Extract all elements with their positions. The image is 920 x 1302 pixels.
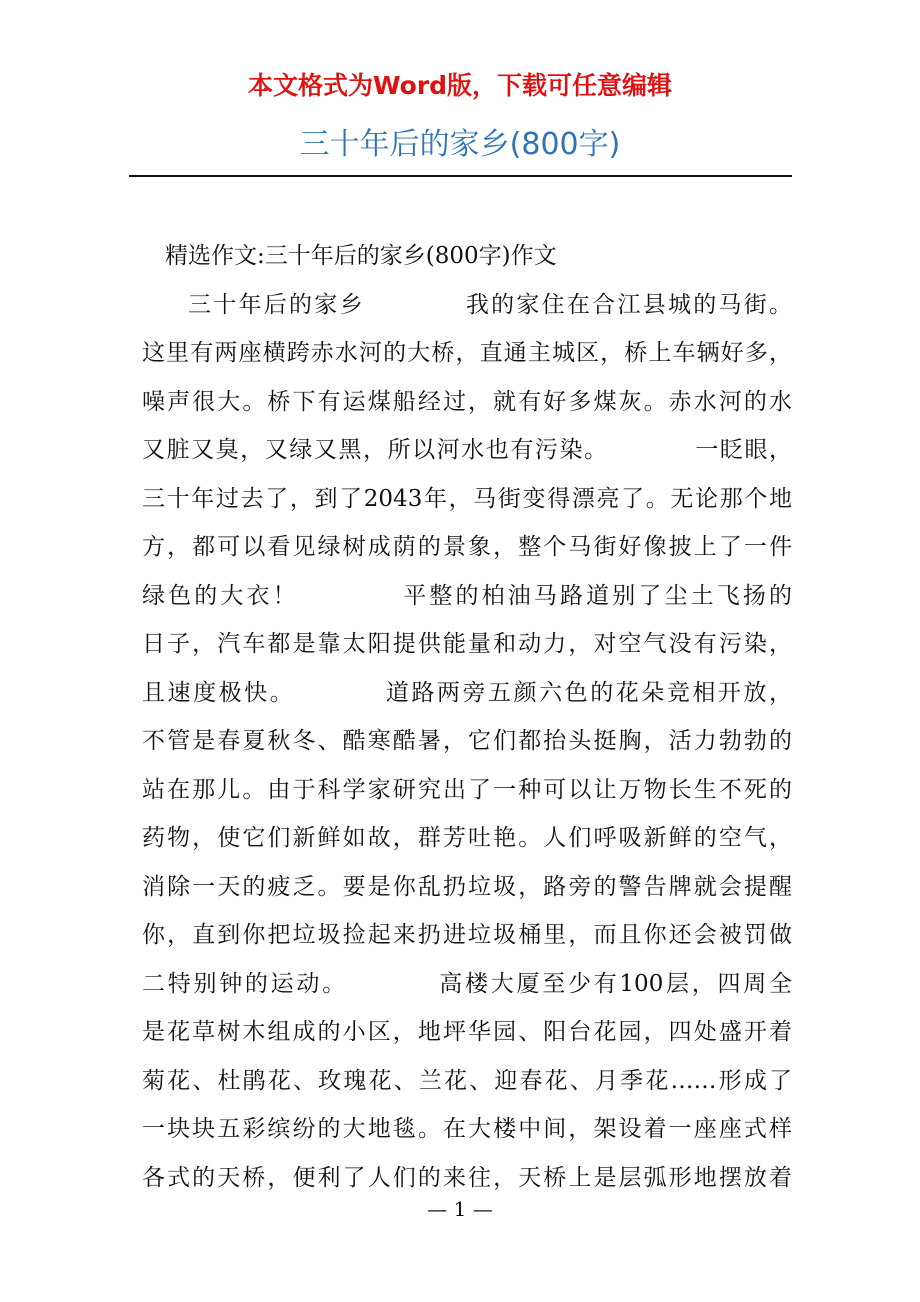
body-line: 不管是春夏秋冬、酷寒酷暑，它们都抬头挺胸，活力勃勃的 xyxy=(142,728,792,754)
title-divider xyxy=(129,175,792,177)
body-line: 二特别钟的运动。 高楼大厦至少有100层，四周全 xyxy=(142,970,792,997)
body-line: 站在那儿。由于科学家研究出了一种可以让万物长生不死的 xyxy=(142,776,792,803)
body-line: 你，直到你把垃圾捡起来扔进垃圾桶里，而且你还会被罚做 xyxy=(142,922,792,948)
body-line: 菊花、杜鹃花、玫瑰花、兰花、迎春花、月季花……形成了 xyxy=(142,1067,792,1094)
body-line: 三十年后的家乡 我的家住在合江县城的马街。 xyxy=(188,291,792,318)
body-line: 噪声很大。桥下有运煤船经过，就有好多煤灰。赤水河的水 xyxy=(142,388,792,415)
body-line: 这里有两座横跨赤水河的大桥，直通主城区，桥上车辆好多， xyxy=(142,340,792,366)
essay-body xyxy=(142,232,792,1202)
body-line: 日子，汽车都是靠太阳提供能量和动力，对空气没有污染， xyxy=(142,631,792,657)
essay-title: 三十年后的家乡(800字) xyxy=(299,127,621,162)
body-line: 各式的天桥，便利了人们的来往，天桥上是层弧形地摆放着 xyxy=(142,1164,792,1191)
body-line: 方，都可以看见绿树成荫的景象，整个马街好像披上了一件 xyxy=(142,534,792,560)
body-line: 是花草树木组成的小区，地坪华园、阳台花园，四处盛开着 xyxy=(142,1019,792,1045)
intro-line: 精选作文:三十年后的家乡(800字)作文 xyxy=(165,243,557,269)
format-notice-banner: 本文格式为Word版，下载可任意编辑 xyxy=(247,71,673,100)
body-line: 且速度极快。 道路两旁五颜六色的花朵竞相开放， xyxy=(142,679,792,706)
body-line: 又脏又臭，又绿又黑，所以河水也有污染。 一眨眼， xyxy=(142,437,792,463)
body-line: 一块块五彩缤纷的大地毯。在大楼中间，架设着一座座式样 xyxy=(142,1116,792,1142)
page-number: — 1 — xyxy=(427,1197,493,1221)
body-line: 消除一天的疲乏。要是你乱扔垃圾，路旁的警告牌就会提醒 xyxy=(142,873,792,900)
body-line: 绿色的大衣！ 平整的柏油马路道别了尘土飞扬的 xyxy=(142,582,792,609)
body-line: 药物，使它们新鲜如故，群芳吐艳。人们呼吸新鲜的空气， xyxy=(142,825,792,851)
body-line: 三十年过去了，到了2043年，马街变得漂亮了。无论那个地 xyxy=(142,485,792,512)
